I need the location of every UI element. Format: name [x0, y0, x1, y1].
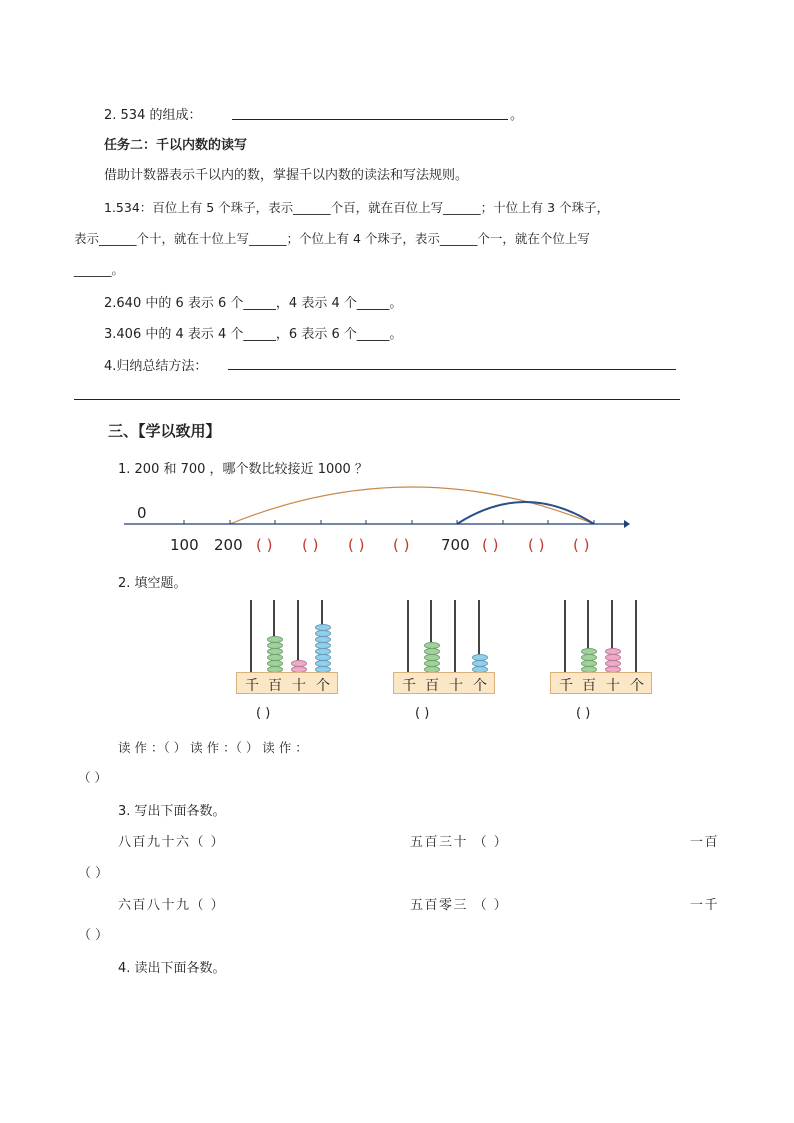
q3-item-689: 六百八十九（ ）: [118, 898, 226, 913]
abacus-bead-hundreds: [267, 660, 283, 667]
abacus-bead-hundreds: [581, 648, 597, 655]
task2-intro: 借助计数器表示千以内的数，掌握千以内数的读法和写法规则。: [104, 168, 469, 183]
abacus-bead-hundreds: [424, 660, 440, 667]
abacus-rod-thousands: [564, 600, 566, 674]
task2-q4-label: 4.归纳总结方法：: [104, 359, 208, 374]
abacus-frame: [236, 672, 338, 694]
numberline-blank-500[interactable]: ( ): [348, 536, 365, 554]
task2-q3: 3.406 中的 4 表示 4 个_____，6 表示 6 个_____。: [104, 327, 403, 342]
abacus-bead-hundreds: [424, 642, 440, 649]
q3-item-1000-answer[interactable]: （ ）: [78, 928, 109, 943]
abacus-bead-hundreds: [267, 654, 283, 661]
abacus-3-answer[interactable]: ( ): [576, 706, 591, 721]
abacus-2-answer[interactable]: ( ): [415, 706, 430, 721]
q3-item-503: 五百零三 （ ）: [410, 898, 509, 913]
abacus-label-thousands: 千: [402, 678, 416, 694]
abacus-bead-hundreds: [581, 660, 597, 667]
abacus-bead-hundreds: [424, 654, 440, 661]
abacus-bead-hundreds: [267, 648, 283, 655]
numberline-blank-400[interactable]: ( ): [302, 536, 319, 554]
abacus-bead-ones: [315, 624, 331, 631]
abacus-rod-tens: [454, 600, 456, 674]
section3-q1: 1. 200 和 700 ，哪个数比较接近 1000 ？: [118, 462, 368, 477]
task2-title: 任务二：千以内数的读写: [104, 138, 248, 153]
numberline-blank-300[interactable]: ( ): [256, 536, 273, 554]
abacus-label-thousands: 千: [559, 678, 573, 694]
item-2-end: 。: [510, 108, 524, 123]
abacus-label-tens: 十: [292, 678, 306, 694]
task2-q1-line3: ______。: [74, 262, 125, 277]
numberline-blank-1000[interactable]: ( ): [573, 536, 590, 554]
number-line: [0, 480, 794, 540]
task2-q1-line2: 表示______个十，就在十位上写______；个位上有 4 个珠子，表示______个一，就在个位上写: [74, 231, 590, 246]
abacus-bead-ones: [315, 636, 331, 643]
abacus-label-tens: 十: [449, 678, 463, 694]
q3-item-100: 一百: [690, 835, 720, 850]
abacus-bead-ones: [315, 642, 331, 649]
numberline-200: 200: [214, 536, 243, 554]
abacus-3: [550, 600, 652, 694]
abacus-label-ones: 个: [316, 678, 330, 694]
abacus-bead-ones: [315, 648, 331, 655]
section3-q4: 4. 读出下面各数。: [118, 961, 226, 976]
abacus-rod-ones: [635, 600, 637, 674]
abacus-bead-ones: [472, 654, 488, 661]
section3-q3: 3. 写出下面各数。: [118, 804, 226, 819]
abacus-1-answer[interactable]: ( ): [256, 706, 271, 721]
q3-item-530: 五百三十 （ ）: [410, 835, 509, 850]
abacus-bead-ones: [472, 660, 488, 667]
numberline-blank-900[interactable]: ( ): [528, 536, 545, 554]
abacus-label-ones: 个: [630, 678, 644, 694]
arc-700-to-1000: [457, 502, 594, 524]
abacus-frame: [550, 672, 652, 694]
item-2-answer-line[interactable]: [232, 119, 508, 120]
abacus-bead-ones: [315, 660, 331, 667]
abacus-label-hundreds: 百: [582, 678, 596, 694]
task2-q2: 2.640 中的 6 表示 6 个_____，4 表示 4 个_____。: [104, 296, 403, 311]
abacus-rod-thousands: [250, 600, 252, 674]
abacus-rod-thousands: [407, 600, 409, 674]
abacus-label-hundreds: 百: [425, 678, 439, 694]
numberline-zero: 0: [137, 504, 147, 522]
axis-arrow-icon: [624, 520, 630, 528]
abacus-label-hundreds: 百: [268, 678, 282, 694]
task2-q4-answer-line-1[interactable]: [228, 369, 676, 370]
abacus-2: [393, 600, 495, 694]
item-2-label: 2. 534 的组成：: [104, 108, 202, 123]
q3-item-896: 八百九十六（ ）: [118, 835, 226, 850]
read-row-continued: （ ）: [78, 770, 107, 785]
abacus-label-ones: 个: [473, 678, 487, 694]
abacus-1: [236, 600, 338, 694]
task2-q1-line1: 1.534：百位上有 5 个珠子，表示______个百，就在百位上写______；十位上有 3 个珠子，: [104, 200, 610, 215]
section3-title: 三、【学以致用】: [108, 422, 221, 440]
numberline-blank-600[interactable]: ( ): [393, 536, 410, 554]
abacus-bead-hundreds: [267, 642, 283, 649]
arc-200-to-1000: [230, 487, 594, 524]
numberline-100: 100: [170, 536, 199, 554]
read-row: 读 作 ：（ ） 读 作 ：（ ） 读 作 ：: [118, 740, 308, 755]
abacus-bead-hundreds: [424, 648, 440, 655]
numberline-blank-800[interactable]: ( ): [482, 536, 499, 554]
numberline-700: 700: [441, 536, 470, 554]
abacus-bead-hundreds: [267, 636, 283, 643]
abacus-bead-hundreds: [581, 654, 597, 661]
q3-item-1000: 一千: [690, 898, 720, 913]
abacus-bead-tens: [291, 660, 307, 667]
q3-item-100-answer[interactable]: （ ）: [78, 866, 109, 881]
section3-q2: 2. 填空题。: [118, 576, 187, 591]
abacus-frame: [393, 672, 495, 694]
abacus-bead-tens: [605, 654, 621, 661]
abacus-bead-tens: [605, 648, 621, 655]
abacus-bead-ones: [315, 654, 331, 661]
abacus-bead-tens: [605, 660, 621, 667]
abacus-bead-ones: [315, 630, 331, 637]
abacus-label-thousands: 千: [245, 678, 259, 694]
abacus-label-tens: 十: [606, 678, 620, 694]
task2-q4-answer-line-2[interactable]: [74, 399, 680, 400]
